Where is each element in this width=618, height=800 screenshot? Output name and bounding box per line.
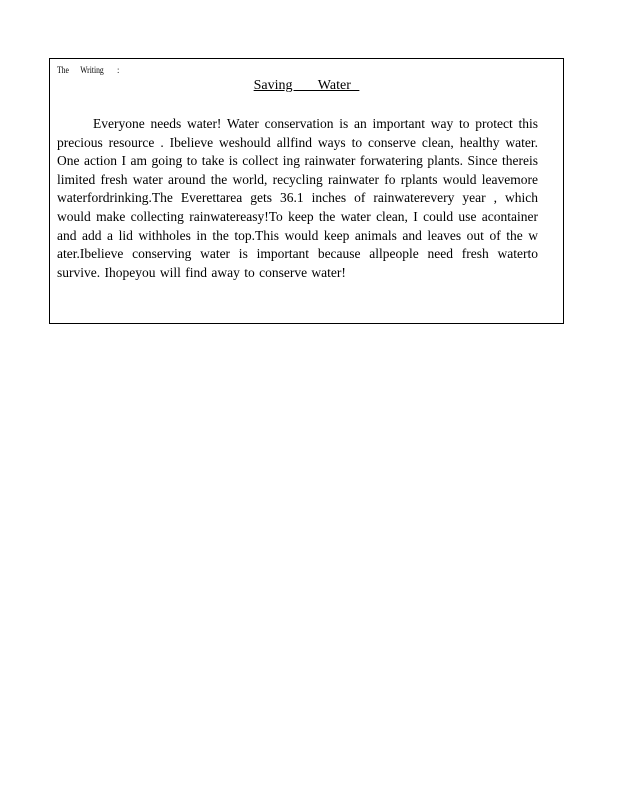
writing-box [49, 58, 564, 324]
essay-body: Everyone needs water! Water conservation is an important way to protect this precious resource . Ibelieve weshould allfind ways to conserve clean, healthy water. One action I am going to take is collect ing rainwater forwatering plants. Since thereis limited fresh water around the world, recycling rainwater fo rplants would leavemore waterfordrinking.The Everettarea gets 36.1 inches of rainwaterevery year , which would make collecting rainwatereasy!To keep the water clean, I could use acontainer and add a lid withholes in the top.This would keep animals and leaves out of the w ater.Ibelieve conserving water is important because allpeople need fresh waterto survive. Ihopeyou will find away to conserve water! [57, 116, 538, 280]
essay-title-text: Saving Water [253, 78, 360, 93]
essay-title [50, 77, 563, 95]
writing-label: The Writing : [57, 65, 120, 75]
